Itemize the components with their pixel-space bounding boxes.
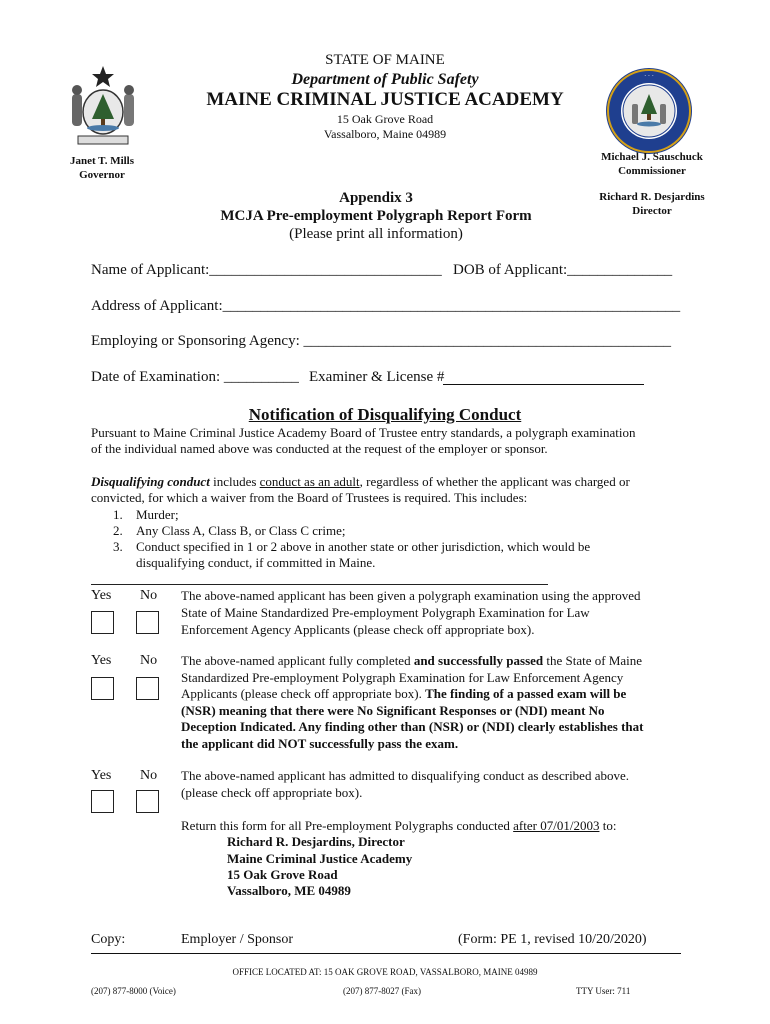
q3-no-checkbox[interactable]: [136, 790, 159, 813]
q3-yes-checkbox[interactable]: [91, 790, 114, 813]
director-name: Richard R. Desjardins: [599, 191, 705, 203]
q1-text-line3: Enforcement Agency Applicants (please check off appropriate box).: [181, 622, 535, 637]
dq-adult: conduct as an adult: [259, 474, 360, 489]
dq-term: Disqualifying conduct: [91, 474, 210, 489]
dq-item-2-text: Any Class A, Class B, or Class C crime;: [136, 523, 346, 538]
appendix-title: Appendix 3: [339, 190, 413, 206]
q3-text-line2: (please check off appropriate box).: [181, 785, 363, 800]
copy-recipient: Employer / Sponsor: [181, 932, 293, 947]
state-name: STATE OF MAINE: [325, 52, 445, 68]
dob-field[interactable]: DOB of Applicant:______________: [453, 262, 673, 278]
dq-item-3-text: Conduct specified in 1 or 2 above in another state or other jurisdiction, which would be: [136, 539, 591, 554]
q2-text-line4: (NSR) meaning that there were No Significant Responses or (NDI) meant No: [181, 703, 605, 718]
section-divider: [91, 584, 548, 585]
examiner-field-label: Examiner & License #: [309, 369, 445, 385]
disqualifying-def-line2: convicted, for which a waiver from the Board of Trustees is required. This includes:: [91, 490, 528, 505]
dq-item-2-num: 2.: [113, 523, 123, 538]
notification-para-line1: Pursuant to Maine Criminal Justice Academy Board of Trustee entry standards, a polygraph examination: [91, 425, 636, 440]
q1-no-label: No: [140, 588, 158, 603]
q2-no-checkbox[interactable]: [136, 677, 159, 700]
q2-text-line6: the applicant did NOT successfully pass the exam.: [181, 736, 459, 751]
director-title: Director: [632, 205, 672, 217]
footer-tty: TTY User: 711: [576, 986, 631, 996]
q2-no-label: No: [140, 653, 158, 668]
q1-text-line1: The above-named applicant has been given a polygraph examination using the approved: [181, 588, 641, 603]
q2-text-line1: [181, 653, 642, 669]
return-addr-street: 15 Oak Grove Road: [227, 867, 338, 882]
academy-name: MAINE CRIMINAL JUSTICE ACADEMY: [206, 89, 564, 110]
return-line-a: Return this form for all Pre-employment Polygraphs conducted: [181, 818, 514, 833]
q1-yes-label: Yes: [91, 588, 112, 603]
dq-includes: includes: [209, 474, 260, 489]
form-reference: (Form: PE 1, revised 10/20/2020): [458, 932, 647, 947]
footer-voice: (207) 877-8000 (Voice): [91, 986, 176, 996]
exam-date-field[interactable]: Date of Examination: __________: [91, 369, 299, 385]
governor-title: Governor: [79, 169, 125, 181]
return-addr-name: Richard R. Desjardins, Director: [227, 834, 405, 849]
applicant-name-field[interactable]: Name of Applicant:_______________________________: [91, 262, 442, 278]
return-addr-city: Vassalboro, ME 04989: [227, 883, 351, 898]
notification-heading: Notification of Disqualifying Conduct: [248, 405, 522, 424]
q1-yes-checkbox[interactable]: [91, 611, 114, 634]
footer-office: OFFICE LOCATED AT: 15 OAK GROVE ROAD, VASSALBORO, MAINE 04989: [232, 967, 538, 977]
return-date: after 07/01/2003: [513, 818, 600, 833]
footer-fax: (207) 877-8027 (Fax): [343, 986, 421, 996]
disqualifying-def-line1: [91, 474, 630, 490]
commissioner-title: Commissioner: [618, 165, 686, 177]
q2-yes-label: Yes: [91, 653, 112, 668]
dq-item-1-num: 1.: [113, 507, 123, 522]
q2-l3b: The finding of a passed exam will be: [425, 686, 627, 701]
header-street: 15 Oak Grove Road: [336, 112, 434, 126]
q2-text-line2: Standardized Pre-employment Polygraph Examination for Law Enforcement Agency: [181, 670, 624, 685]
q2-yes-checkbox[interactable]: [91, 677, 114, 700]
q1-text-line2: State of Maine Standardized Pre-employment Polygraph Examination for Law: [181, 605, 590, 620]
form-title: MCJA Pre-employment Polygraph Report Form: [220, 208, 532, 224]
address-field[interactable]: Address of Applicant:_____________________________________________________________: [91, 298, 681, 314]
q3-yes-label: Yes: [91, 768, 112, 783]
dq-item-3-cont: disqualifying conduct, if committed in Maine.: [136, 555, 376, 570]
copy-label: Copy:: [91, 932, 126, 947]
footer-divider: [91, 953, 681, 954]
governor-name: Janet T. Mills: [69, 155, 135, 167]
dq-item-1-text: Murder;: [136, 507, 179, 522]
q2-l1b: and successfully passed: [413, 653, 544, 668]
header-city: Vassalboro, Maine 04989: [323, 127, 447, 141]
dq-rest: , regardless of whether the applicant was charged or: [359, 474, 630, 489]
return-addr-org: Maine Criminal Justice Academy: [227, 851, 413, 866]
agency-field[interactable]: Employing or Sponsoring Agency: _________________________________________________: [91, 333, 671, 349]
q2-text-line3: [181, 686, 626, 702]
q3-no-label: No: [140, 768, 158, 783]
department-name: Department of Public Safety: [291, 71, 479, 88]
return-line-b: to:: [599, 818, 617, 833]
form-instruction: (Please print all information): [289, 226, 463, 242]
examiner-input-line[interactable]: [443, 384, 644, 385]
q2-l3a: Applicants (please check off appropriate box).: [181, 686, 426, 701]
q2-text-line5: Deception Indicated. Any finding other than (NSR) or (NDI) clearly establishes that: [181, 719, 644, 734]
q2-l1c: the State of Maine: [543, 653, 643, 668]
notification-para-line2: of the individual named above was conducted at the request of the employer or sponsor.: [91, 441, 548, 456]
commissioner-name: Michael J. Sauschuck: [601, 151, 703, 163]
dq-item-3-num: 3.: [113, 539, 123, 554]
q3-text-line1: The above-named applicant has admitted to disqualifying conduct as described above.: [181, 768, 629, 783]
return-instructions: [181, 818, 616, 834]
q1-no-checkbox[interactable]: [136, 611, 159, 634]
svg-text:· · ·: · · ·: [644, 73, 654, 80]
q2-l1a: The above-named applicant fully completed: [181, 653, 414, 668]
